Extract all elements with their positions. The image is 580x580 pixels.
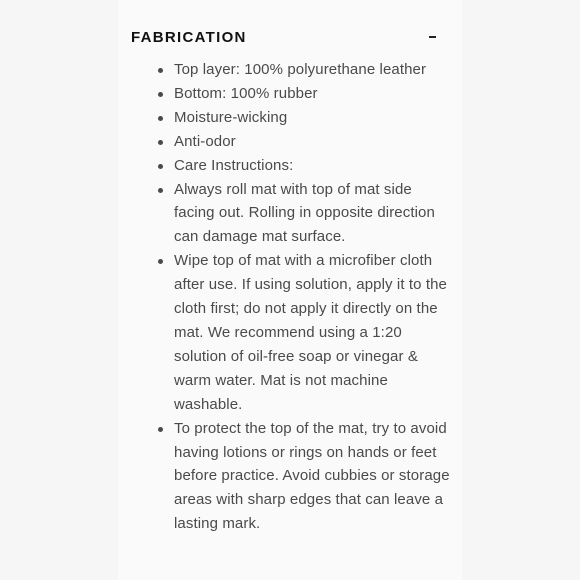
fabrication-list bbox=[155, 58, 455, 536]
list-item-text: Bottom: 100% rubber bbox=[174, 84, 318, 102]
list-item-text: Wipe top of mat with a microfiber cloth after use. If using solution, apply it to the cloth first; do not apply it directly on the mat. We recommend using a 1:20 solution of oil-free soap or vinegar & warm water. Mat is not machine washable. bbox=[174, 252, 447, 413]
list-item bbox=[155, 249, 455, 416]
accordion-header[interactable] bbox=[131, 26, 441, 48]
list-item bbox=[155, 154, 455, 178]
bullet-icon bbox=[158, 259, 163, 264]
bullet-icon bbox=[158, 164, 163, 169]
list-item-text: Always roll mat with top of mat side facing out. Rolling in opposite direction can damage mat surface. bbox=[174, 180, 435, 246]
list-item bbox=[155, 130, 455, 154]
list-item-text: Top layer: 100% polyurethane leather bbox=[174, 61, 427, 78]
bullet-icon bbox=[158, 116, 163, 121]
minus-icon[interactable] bbox=[423, 28, 441, 46]
list-item-text: Care Instructions: bbox=[174, 156, 294, 174]
list-item-text: To protect the top of the mat, try to avoid having lotions or rings on hands or feet before practice. Avoid cubbies or storage areas with sharp edges that can leave a lasting mark. bbox=[174, 419, 450, 533]
bullet-icon bbox=[158, 140, 163, 145]
list-item bbox=[155, 417, 455, 537]
bullet-icon bbox=[158, 188, 163, 193]
bullet-icon bbox=[158, 68, 163, 73]
list-item bbox=[155, 106, 455, 130]
bullet-icon bbox=[158, 427, 163, 432]
accordion-content bbox=[155, 58, 455, 536]
list-item bbox=[155, 58, 455, 82]
section-title: FABRICATION bbox=[131, 28, 247, 46]
list-item-text: Moisture-wicking bbox=[174, 108, 288, 126]
list-item-text: Anti-odor bbox=[174, 132, 236, 150]
list-item bbox=[155, 178, 455, 250]
list-item bbox=[155, 82, 455, 106]
bullet-icon bbox=[158, 92, 163, 97]
